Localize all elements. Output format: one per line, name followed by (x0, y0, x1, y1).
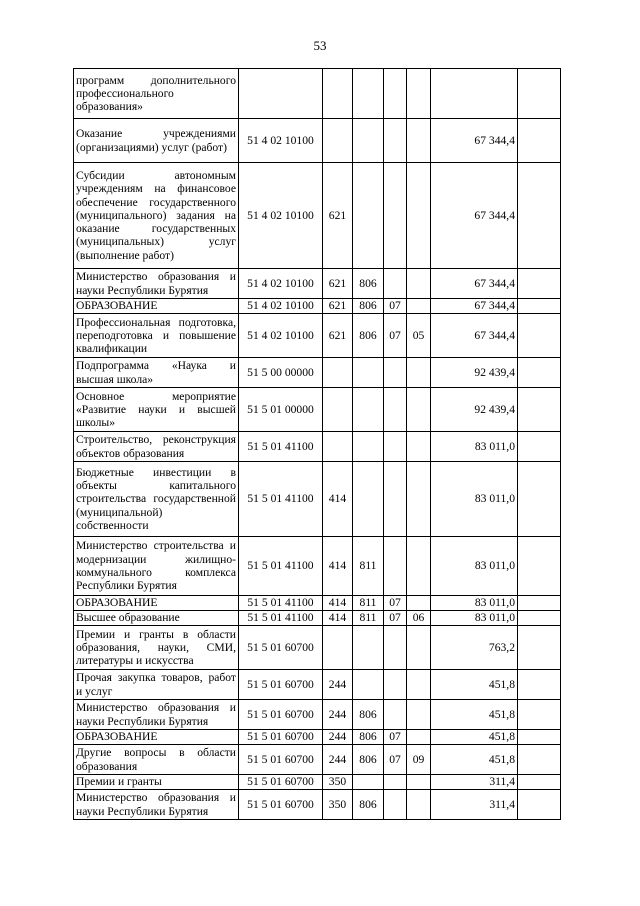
subsection-code-cell (407, 700, 431, 730)
subsection-code-cell (407, 730, 431, 745)
target-article-code-cell: 51 5 01 41100 (239, 611, 323, 626)
section-code-cell (384, 626, 407, 670)
section-code-cell (384, 775, 407, 790)
row-name-cell: Строительство, реконструкция объектов образования (74, 432, 239, 462)
section-code-cell: 07 (384, 299, 407, 314)
section-code-cell (384, 388, 407, 432)
table-row (74, 358, 561, 388)
ministry-code-cell (353, 69, 384, 119)
empty-cell (518, 388, 561, 432)
amount-cell: 92 439,4 (431, 388, 518, 432)
target-article-code-cell: 51 5 01 41100 (239, 596, 323, 611)
target-article-code-cell: 51 4 02 10100 (239, 314, 323, 358)
amount-cell: 451,8 (431, 670, 518, 700)
subsection-code-cell (407, 626, 431, 670)
subsection-code-cell (407, 388, 431, 432)
subsection-code-cell (407, 596, 431, 611)
amount-cell: 311,4 (431, 775, 518, 790)
row-name-cell: Министерство строительства и модернизации жилищно-коммунального комплекса Республики Бурятия (74, 537, 239, 596)
ministry-code-cell: 806 (353, 269, 384, 299)
amount-cell: 763,2 (431, 626, 518, 670)
empty-cell (518, 790, 561, 820)
section-code-cell (384, 269, 407, 299)
ministry-code-cell: 806 (353, 745, 384, 775)
section-code-cell: 07 (384, 745, 407, 775)
empty-cell (518, 700, 561, 730)
ministry-code-cell (353, 626, 384, 670)
ministry-code-cell: 811 (353, 596, 384, 611)
row-name-cell: Подпрограмма «Наука и высшая школа» (74, 358, 239, 388)
row-name-cell: Прочая закупка товаров, работ и услуг (74, 670, 239, 700)
subsection-code-cell (407, 163, 431, 269)
ministry-code-cell: 806 (353, 730, 384, 745)
row-name-cell: Основное мероприятие «Развитие науки и высшей школы» (74, 388, 239, 432)
section-code-cell (384, 462, 407, 537)
subsection-code-cell (407, 299, 431, 314)
row-name-cell: Высшее образование (74, 611, 239, 626)
target-article-code-cell: 51 5 01 60700 (239, 775, 323, 790)
target-article-code-cell: 51 5 00 00000 (239, 358, 323, 388)
target-article-code-cell: 51 5 01 60700 (239, 730, 323, 745)
table-row (74, 69, 561, 119)
expense-type-code-cell: 244 (323, 730, 353, 745)
expense-type-code-cell: 621 (323, 269, 353, 299)
target-article-code-cell: 51 5 01 41100 (239, 432, 323, 462)
ministry-code-cell: 811 (353, 611, 384, 626)
empty-cell (518, 163, 561, 269)
expense-type-code-cell: 350 (323, 775, 353, 790)
expense-type-code-cell: 621 (323, 314, 353, 358)
empty-cell (518, 269, 561, 299)
section-code-cell: 07 (384, 611, 407, 626)
table-row (74, 775, 561, 790)
row-name-cell: Бюджетные инвестиции в объекты капитального строительства государственной (муниципальной) собственности (74, 462, 239, 537)
expense-type-code-cell (323, 432, 353, 462)
expense-type-code-cell: 244 (323, 670, 353, 700)
empty-cell (518, 775, 561, 790)
subsection-code-cell (407, 119, 431, 163)
empty-cell (518, 537, 561, 596)
row-name-cell: Министерство образования и науки Республики Бурятия (74, 700, 239, 730)
table-row (74, 670, 561, 700)
expense-type-code-cell: 414 (323, 537, 353, 596)
section-code-cell (384, 69, 407, 119)
table-row (74, 700, 561, 730)
target-article-code-cell: 51 4 02 10100 (239, 163, 323, 269)
table-row (74, 537, 561, 596)
expense-type-code-cell: 244 (323, 745, 353, 775)
expense-type-code-cell (323, 388, 353, 432)
amount-cell: 451,8 (431, 700, 518, 730)
subsection-code-cell (407, 69, 431, 119)
ministry-code-cell (353, 775, 384, 790)
row-name-cell: ОБРАЗОВАНИЕ (74, 596, 239, 611)
empty-cell (518, 670, 561, 700)
section-code-cell: 07 (384, 314, 407, 358)
subsection-code-cell (407, 358, 431, 388)
expense-type-code-cell: 414 (323, 462, 353, 537)
section-code-cell (384, 700, 407, 730)
empty-cell (518, 119, 561, 163)
section-code-cell: 07 (384, 730, 407, 745)
table-row (74, 790, 561, 820)
ministry-code-cell (353, 432, 384, 462)
expense-type-code-cell (323, 69, 353, 119)
target-article-code-cell: 51 4 02 10100 (239, 269, 323, 299)
target-article-code-cell: 51 5 01 41100 (239, 462, 323, 537)
table-row (74, 314, 561, 358)
amount-cell: 311,4 (431, 790, 518, 820)
row-name-cell: Премии и гранты в области образования, науки, СМИ, литературы и искусства (74, 626, 239, 670)
subsection-code-cell (407, 775, 431, 790)
row-name-cell: Другие вопросы в области образования (74, 745, 239, 775)
section-code-cell (384, 537, 407, 596)
amount-cell: 83 011,0 (431, 611, 518, 626)
subsection-code-cell (407, 432, 431, 462)
amount-cell: 83 011,0 (431, 596, 518, 611)
budget-table (73, 68, 561, 820)
subsection-code-cell (407, 790, 431, 820)
table-row (74, 745, 561, 775)
ministry-code-cell (353, 358, 384, 388)
ministry-code-cell: 811 (353, 537, 384, 596)
target-article-code-cell: 51 4 02 10100 (239, 119, 323, 163)
empty-cell (518, 745, 561, 775)
ministry-code-cell: 806 (353, 299, 384, 314)
row-name-cell: Профессиональная подготовка, переподготовка и повышение квалификации (74, 314, 239, 358)
table-row (74, 626, 561, 670)
empty-cell (518, 596, 561, 611)
amount-cell: 92 439,4 (431, 358, 518, 388)
ministry-code-cell (353, 670, 384, 700)
empty-cell (518, 432, 561, 462)
empty-cell (518, 69, 561, 119)
section-code-cell (384, 358, 407, 388)
ministry-code-cell: 806 (353, 790, 384, 820)
expense-type-code-cell: 244 (323, 700, 353, 730)
amount-cell: 83 011,0 (431, 432, 518, 462)
expense-type-code-cell: 414 (323, 596, 353, 611)
subsection-code-cell (407, 537, 431, 596)
section-code-cell (384, 432, 407, 462)
table-row (74, 119, 561, 163)
target-article-code-cell: 51 5 01 00000 (239, 388, 323, 432)
table-row (74, 730, 561, 745)
empty-cell (518, 299, 561, 314)
row-name-cell: Оказание учреждениями (организациями) услуг (работ) (74, 119, 239, 163)
target-article-code-cell: 51 5 01 60700 (239, 745, 323, 775)
table-row (74, 299, 561, 314)
row-name-cell: Министерство образования и науки Республики Бурятия (74, 790, 239, 820)
empty-cell (518, 462, 561, 537)
section-code-cell (384, 790, 407, 820)
empty-cell (518, 358, 561, 388)
row-name-cell: ОБРАЗОВАНИЕ (74, 730, 239, 745)
amount-cell: 67 344,4 (431, 119, 518, 163)
section-code-cell (384, 163, 407, 269)
ministry-code-cell (353, 462, 384, 537)
target-article-code-cell: 51 5 01 60700 (239, 670, 323, 700)
expense-type-code-cell: 350 (323, 790, 353, 820)
expense-type-code-cell (323, 119, 353, 163)
section-code-cell: 07 (384, 596, 407, 611)
empty-cell (518, 314, 561, 358)
amount-cell: 67 344,4 (431, 299, 518, 314)
expense-type-code-cell (323, 626, 353, 670)
row-name-cell: Премии и гранты (74, 775, 239, 790)
empty-cell (518, 626, 561, 670)
amount-cell: 83 011,0 (431, 462, 518, 537)
target-article-code-cell: 51 5 01 60700 (239, 790, 323, 820)
ministry-code-cell (353, 119, 384, 163)
section-code-cell (384, 119, 407, 163)
expense-type-code-cell (323, 358, 353, 388)
row-name-cell: ОБРАЗОВАНИЕ (74, 299, 239, 314)
expense-type-code-cell: 414 (323, 611, 353, 626)
amount-cell: 451,8 (431, 730, 518, 745)
empty-cell (518, 611, 561, 626)
page-number: 53 (313, 38, 327, 53)
amount-cell: 67 344,4 (431, 314, 518, 358)
row-name-cell: программ дополнительного профессионального образования» (74, 69, 239, 119)
expense-type-code-cell: 621 (323, 163, 353, 269)
subsection-code-cell (407, 269, 431, 299)
table-row (74, 163, 561, 269)
expense-type-code-cell: 621 (323, 299, 353, 314)
target-article-code-cell (239, 69, 323, 119)
ministry-code-cell: 806 (353, 314, 384, 358)
ministry-code-cell (353, 163, 384, 269)
subsection-code-cell: 09 (407, 745, 431, 775)
amount-cell: 67 344,4 (431, 269, 518, 299)
amount-cell (431, 69, 518, 119)
subsection-code-cell (407, 670, 431, 700)
table-row (74, 462, 561, 537)
table-row (74, 432, 561, 462)
subsection-code-cell (407, 462, 431, 537)
amount-cell: 67 344,4 (431, 163, 518, 269)
subsection-code-cell: 06 (407, 611, 431, 626)
table-row (74, 596, 561, 611)
amount-cell: 83 011,0 (431, 537, 518, 596)
empty-cell (518, 730, 561, 745)
subsection-code-cell: 05 (407, 314, 431, 358)
ministry-code-cell (353, 388, 384, 432)
ministry-code-cell: 806 (353, 700, 384, 730)
table-row (74, 611, 561, 626)
amount-cell: 451,8 (431, 745, 518, 775)
table-row (74, 269, 561, 299)
section-code-cell (384, 670, 407, 700)
row-name-cell: Субсидии автономным учреждениям на финансовое обеспечение государственного (муниципального) задания на оказание государственных (муниципальных) услуг (выполнение работ) (74, 163, 239, 269)
row-name-cell: Министерство образования и науки Республики Бурятия (74, 269, 239, 299)
target-article-code-cell: 51 5 01 60700 (239, 700, 323, 730)
target-article-code-cell: 51 5 01 60700 (239, 626, 323, 670)
target-article-code-cell: 51 5 01 41100 (239, 537, 323, 596)
table-row (74, 388, 561, 432)
budget-table-body (74, 69, 561, 820)
target-article-code-cell: 51 4 02 10100 (239, 299, 323, 314)
